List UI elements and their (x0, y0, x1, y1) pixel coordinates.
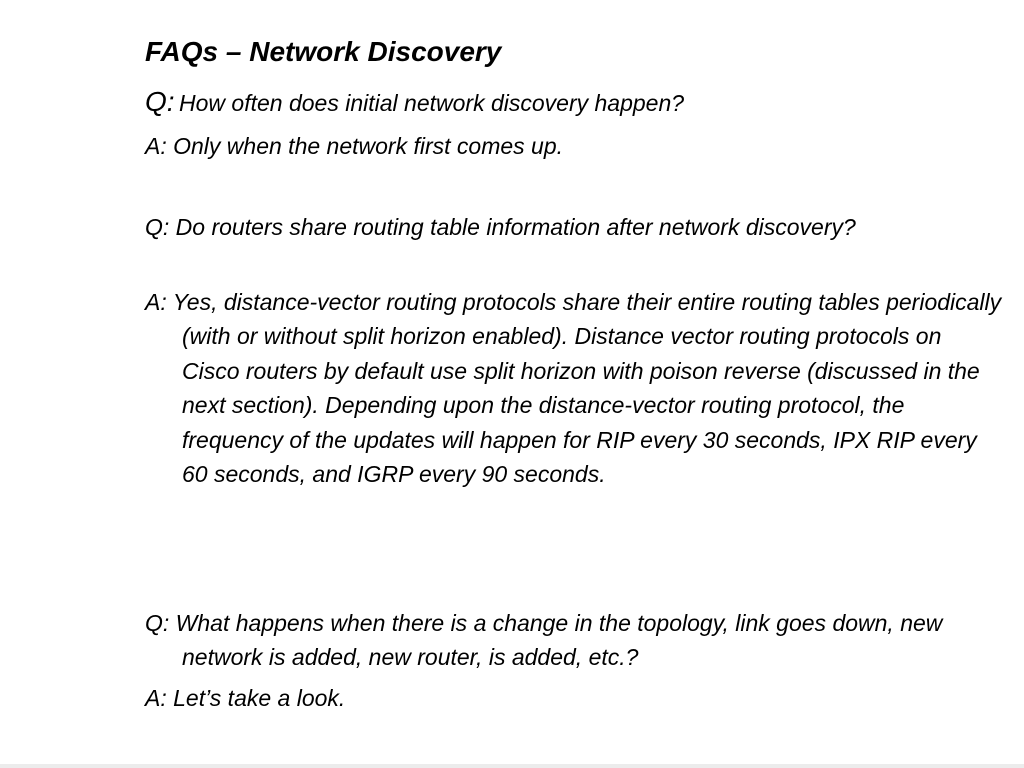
slide-title: FAQs – Network Discovery (145, 36, 502, 67)
faq-question-2: Q: Do routers share routing table information after network discovery? (145, 214, 856, 240)
faq-answer-2: A: Yes, distance-vector routing protocols share their entire routing tables periodically (with or without split horizon enabled). Distance vector routing protocols on Cisco routers by default use split horizon with poison reverse (discussed in the next section). Depending upon the distance-vector routing protocol, the frequency of the updates will happen for RIP every 30 seconds, IPX RIP every 60 seconds, and IGRP every 90 seconds. (145, 289, 1002, 488)
faq-answer-1: A: Only when the network first comes up. (145, 133, 564, 159)
faq-question-1 (145, 84, 684, 121)
bottom-divider (0, 764, 1024, 768)
faq-answer-3: A: Let’s take a look. (145, 685, 346, 711)
faq-question-3: Q: What happens when there is a change in the topology, link goes down, new network is added, new router, is added, etc.? (145, 610, 943, 671)
question-text: How often does initial network discovery happen? (179, 90, 685, 116)
question-prefix: Q: (145, 86, 175, 117)
